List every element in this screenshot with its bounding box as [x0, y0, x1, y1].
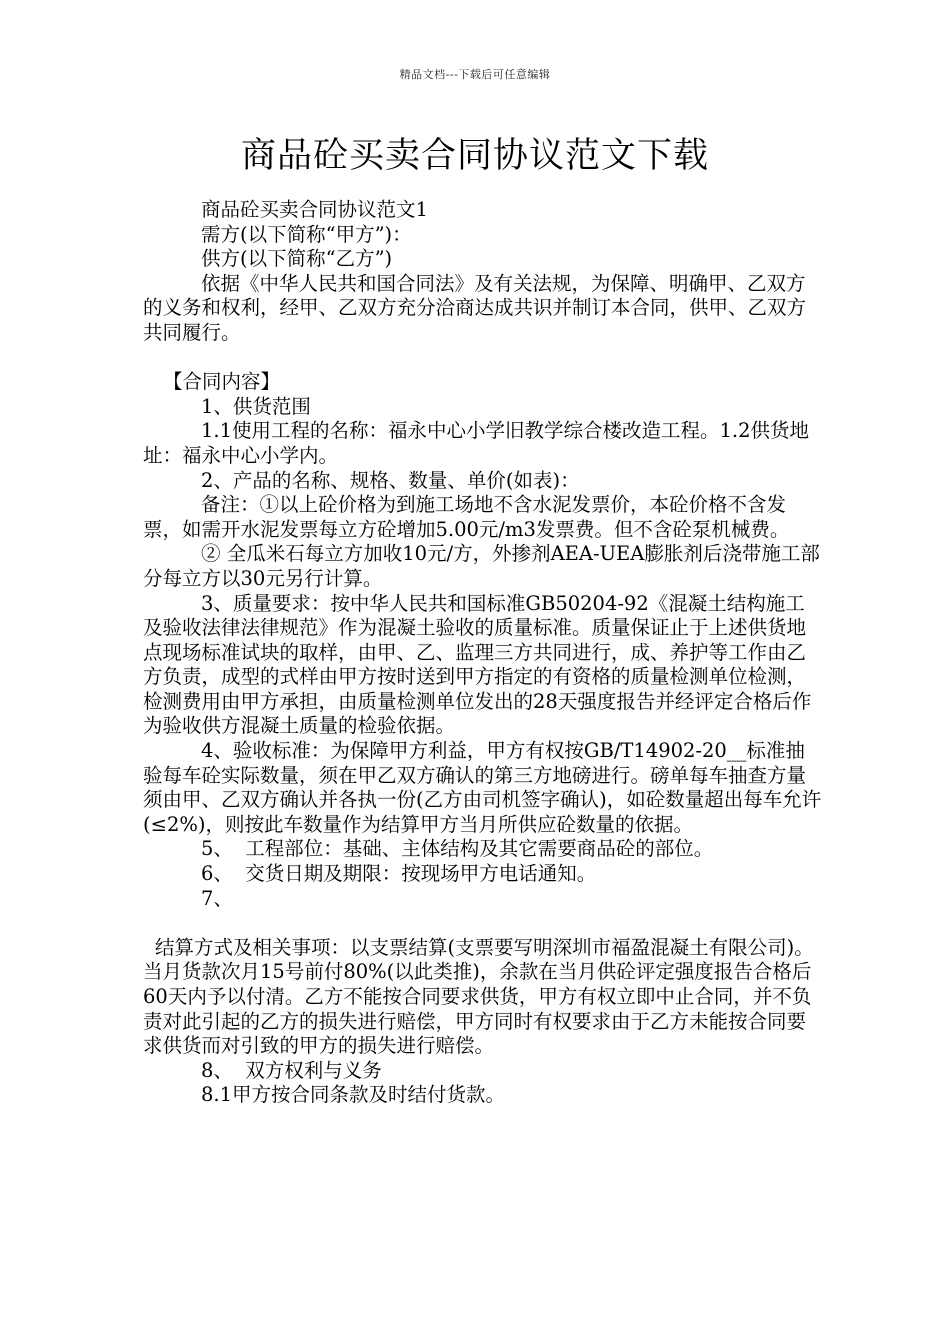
section-heading-contract-content: 【合同内容】 — [163, 370, 281, 394]
clause-8-1: 8.1甲方按合同条款及时结付货款。 — [201, 1083, 506, 1107]
header-note: 精品文档---下载后可任意编辑 — [399, 68, 551, 81]
clause-6-delivery: 6、 交货日期及期限：按现场甲方电话通知。 — [201, 862, 597, 886]
blank-line — [143, 346, 823, 371]
party-a-line: 需方(以下简称“甲方”)： — [201, 222, 412, 246]
preamble-paragraph: 依据《中华人民共和国合同法》及有关法规，为保障、明确甲、乙双方的义务和权利，经甲、乙双方充分洽商达成共识并制订本合同，供甲、乙双方共同履行。 — [143, 271, 807, 344]
clause-2-note-1: 备注：①以上砼价格为到施工场地不含水泥发票价，本砼价格不含发票，如需开水泥发票每立方砼增加5.00元/m3发票费。但不含砼泵机械费。 — [143, 493, 790, 541]
blank-line — [143, 911, 823, 936]
document-body — [143, 198, 823, 1108]
clause-4-acceptance: 4、验收标准：为保障甲方利益，甲方有权按GB/T14902-20__标准抽验每车砼实际数量，须在甲乙双方确认的第三方地磅进行。磅单每车抽查方量须由甲、乙双方确认并各执一份(乙方由司机签字确认)，如砼数量超出每车允许(≤2%)，则按此车数量作为结算甲方当月所供应砼数量的依据。 — [143, 739, 822, 836]
clause-5-project-parts: 5、 工程部位：基础、主体结构及其它需要商品砼的部位。 — [201, 837, 714, 861]
party-b-line: 供方(以下简称“乙方”) — [201, 247, 393, 271]
clause-2-note-2: ② 全瓜米石每立方加收10元/方，外掺剂AEA-UEA膨胀剂后浇带施工部分每立方以30元另行计算。 — [143, 542, 820, 590]
clause-1-heading: 1、供货范围 — [201, 394, 311, 418]
clause-7-heading: 7、 — [201, 886, 233, 910]
clause-1-detail: 1.1使用工程的名称：福永中心小学旧教学综合楼改造工程。1.2供货地址：福永中心小学内。 — [143, 419, 810, 467]
clause-7-settlement: 结算方式及相关事项：以支票结算(支票要写明深圳市福盈混凝土有限公司)。当月货款次月15号前付80%(以此类推)，余款在当月供砼评定强度报告合格后60天内予以付清。乙方不能按合同要求供货，甲方有权立即中止合同，并不负责对此引起的乙方的损失进行赔偿，甲方同时有权要求由于乙方未能按合同要求供货而对引致的甲方的损失进行赔偿。 — [143, 935, 814, 1058]
document-title: 商品砼买卖合同协议范文下载 — [240, 136, 709, 176]
clause-2-heading: 2、产品的名称、规格、数量、单价(如表)： — [201, 468, 580, 492]
contract-subtitle: 商品砼买卖合同协议范文1 — [201, 198, 428, 221]
clause-8-heading: 8、 双方权利与义务 — [201, 1058, 382, 1082]
clause-3-quality: 3、质量要求：按中华人民共和国标准GB50204-92《混凝土结构施工及验收法律法律规范》作为混凝土验收的质量标准。质量保证止于上述供货地点现场标准试块的取样，由甲、乙、监理三方共同进行，成、养护等工作由乙方负责，成型的式样由甲方按时送到甲方指定的有资格的质量检测单位检测，检测费用由甲方承担，由质量检测单位发出的28天强度报告并经评定合格后作为验收供方混凝土质量的检验依据。 — [143, 591, 812, 738]
